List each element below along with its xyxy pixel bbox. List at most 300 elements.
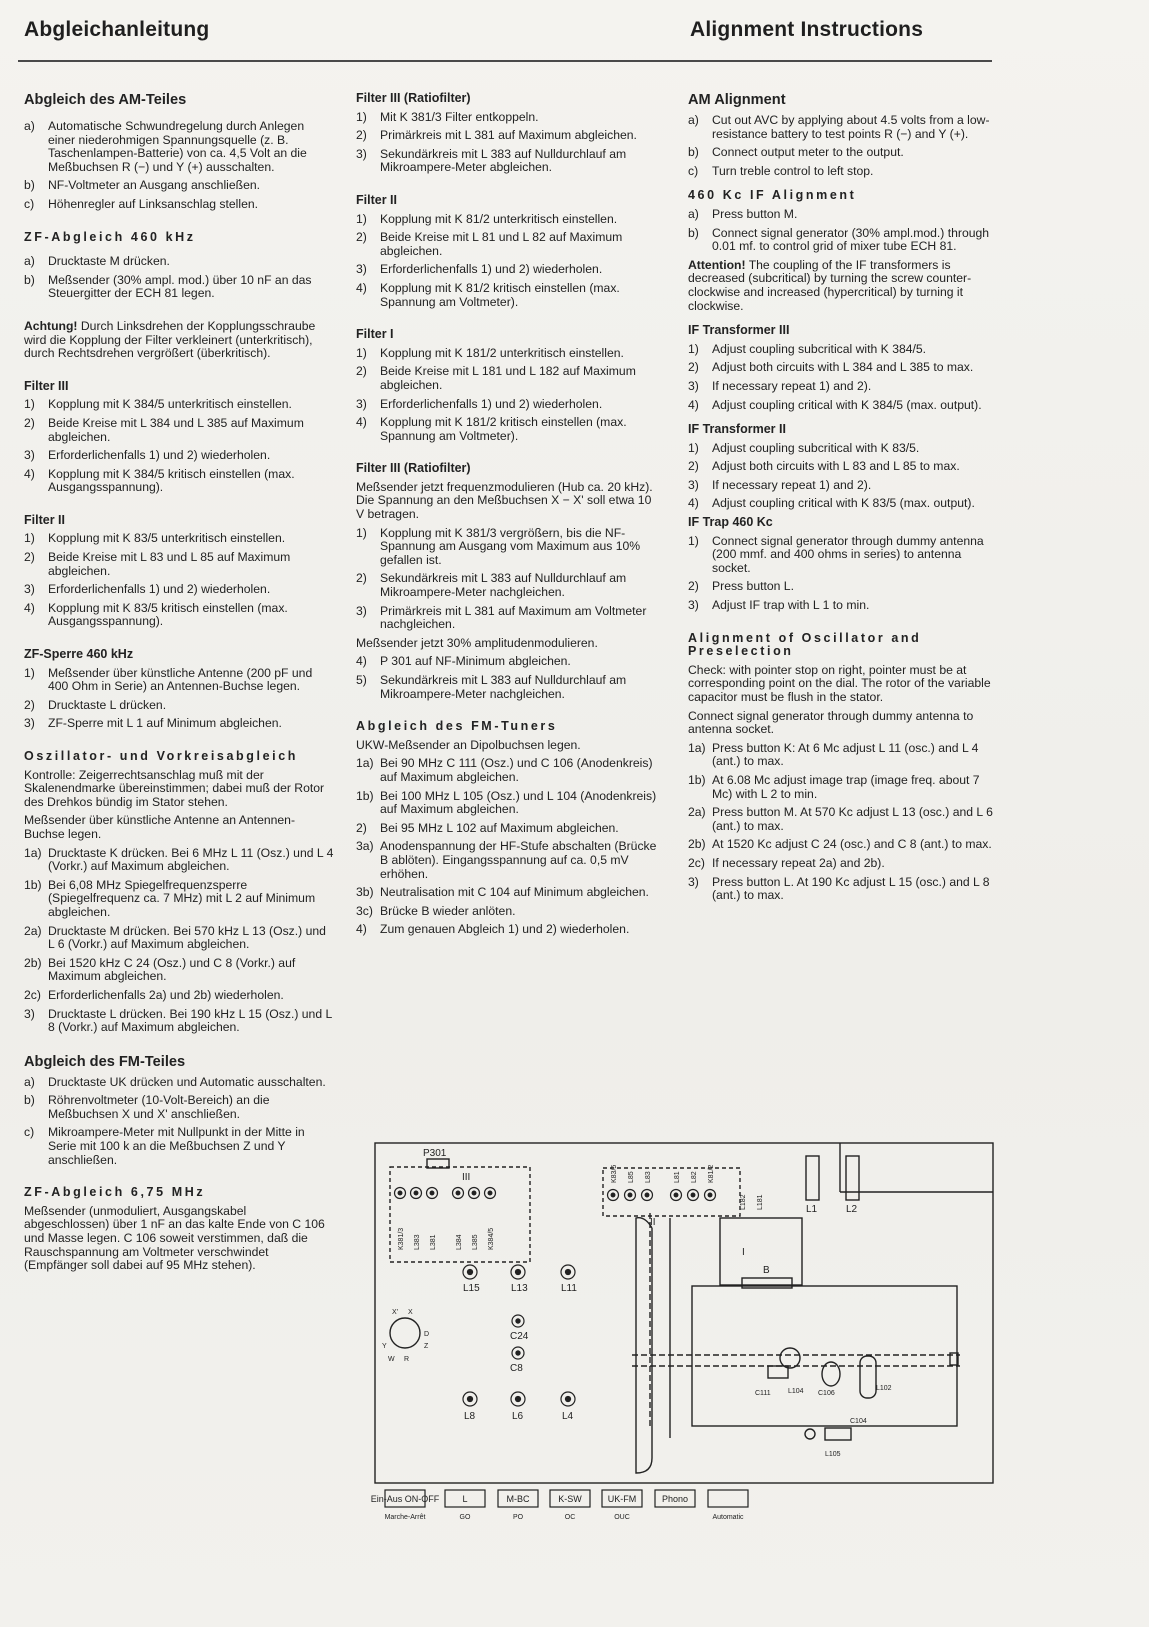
tuner-component-label: L102 (876, 1385, 892, 1392)
list-item (24, 602, 334, 629)
section-title-fm-tuner: Abgleich des FM-Tuners (356, 719, 558, 734)
list-item (24, 551, 334, 578)
page-title-english: Alignment Instructions (690, 18, 924, 41)
filter2-component-label: K81/2 (708, 1164, 715, 1183)
section-title-oscillator: Alignment of Oscillator and Preselection (688, 630, 922, 659)
filter1-component-label: L181 (757, 1194, 764, 1210)
item-label: 1) (688, 440, 699, 455)
list-item (688, 146, 996, 160)
item-text: Adjust coupling subcritical with K 384/5. (712, 341, 927, 356)
item-label: 2) (356, 128, 367, 143)
coil-label: L6 (512, 1411, 524, 1422)
item-text: Mikroampere-Meter mit Nullpunkt in der Mitte in Serie mit 100 k an die Meßbuchsen Z und Y anschließen. (48, 1125, 305, 1167)
tuner-labels (755, 1385, 892, 1458)
filter3-steps (24, 398, 334, 495)
zf460-steps (24, 255, 334, 301)
item-text: Erforderlichenfalls 1) und 2) wiederholen. (48, 582, 271, 597)
section-title-if-trap: IF Trap 460 Kc (688, 515, 773, 530)
list-item (688, 460, 996, 474)
list-item (24, 468, 334, 495)
item-label: 3) (24, 716, 35, 731)
socket-letter: Y (382, 1343, 387, 1350)
item-text: Erforderlichenfalls 1) und 2) wiederholen. (380, 396, 603, 411)
item-text: Bei 95 MHz L 102 auf Maximum abgleichen. (380, 820, 619, 835)
list-item (356, 572, 662, 599)
coil-adjuster (561, 1392, 575, 1406)
section-title-if-alignment: 460 Kc IF Alignment (688, 188, 857, 203)
item-label: 2b) (688, 837, 706, 852)
list-item (688, 361, 996, 375)
list-item (688, 114, 996, 141)
list-item (356, 347, 662, 361)
list-item (356, 527, 662, 568)
section-title-filter2-fm: Filter II (356, 192, 397, 207)
item-text: Beide Kreise mit L 384 und L 385 auf Maximum abgleichen. (48, 415, 304, 444)
section-title-if-transformer2: IF Transformer II (688, 422, 786, 437)
item-label: 1) (356, 109, 367, 124)
item-text: Kopplung mit K 384/5 kritisch einstellen (max. Ausgangsspannung). (48, 466, 295, 495)
item-text: Drucktaste UK drücken und Automatic ausschalten. (48, 1074, 326, 1089)
item-text: Primärkreis mit L 381 auf Maximum abgleichen. (380, 128, 637, 143)
list-item (356, 655, 662, 669)
item-text: Kopplung mit K 83/5 unterkritisch einstellen. (48, 531, 286, 546)
trap-l1-label: L1 (806, 1204, 818, 1215)
item-text: Anodenspannung der HF-Stufe abschalten (Brücke B ablöten). Eingangsspannung auf ca. 0,5 mV erhöhen. (380, 839, 657, 881)
pushbutton-label: UK-FM (607, 1494, 637, 1504)
filter1-labels (740, 1194, 764, 1210)
filter3-screw (485, 1188, 496, 1199)
pushbutton[interactable] (655, 1490, 695, 1507)
section-title-am: Abgleich des AM-Teiles (24, 92, 187, 108)
list-item (356, 822, 662, 836)
list-item (356, 757, 662, 784)
item-label: 2) (688, 459, 699, 474)
item-label: 1a) (356, 756, 374, 771)
item-label: 2b) (24, 955, 42, 970)
item-text: If necessary repeat 2a) and 2b). (712, 855, 885, 870)
item-label: 3) (356, 262, 367, 277)
filter2-screws (608, 1190, 716, 1201)
item-text: Press button K: At 6 Mc adjust L 11 (osc.) and L 4 (ant.) to max. (712, 740, 979, 769)
pushbutton-label: Ein-Aus ON-OFF (370, 1494, 440, 1504)
socket-letter: Z (424, 1343, 429, 1350)
list-item (356, 416, 662, 443)
item-label: 1) (688, 533, 699, 548)
filter3-component-label: K384/5 (488, 1227, 495, 1250)
pushbutton[interactable] (602, 1490, 642, 1521)
list-item (24, 198, 334, 212)
coil-adjuster (511, 1265, 525, 1279)
item-text: Kopplung mit K 384/5 unterkritisch einstellen. (48, 397, 292, 412)
section-title-fm: Abgleich des FM-Teiles (24, 1053, 186, 1070)
list-item (688, 165, 996, 179)
item-label: 1) (24, 397, 35, 412)
list-item (356, 231, 662, 258)
list-item (24, 699, 334, 713)
item-text: Connect signal generator (30% ampl.mod.) through 0.01 mf. to control grid of mixer tube ECH 81. (712, 225, 990, 254)
list-item (356, 129, 662, 143)
filter3-component-label: L381 (430, 1234, 437, 1250)
filter2-screw (705, 1190, 716, 1201)
trap-l2 (846, 1156, 859, 1200)
list-item (24, 398, 334, 412)
list-item (24, 879, 334, 920)
item-label: 1) (24, 531, 35, 546)
coil-label: L11 (561, 1283, 577, 1294)
fm-tuner-steps (356, 757, 662, 937)
trap-l2-label: L2 (846, 1204, 858, 1215)
list-item (688, 876, 996, 903)
test-socket (390, 1318, 420, 1348)
list-item (24, 274, 334, 301)
ratiofilter-am-note: Meßsender jetzt 30% amplitudenmodulieren. (356, 635, 598, 650)
fm-tuner-unit (692, 1286, 957, 1426)
coil-label: L15 (463, 1283, 480, 1294)
list-item (24, 847, 334, 874)
filter3-screw (395, 1188, 406, 1199)
socket-letter: R (404, 1356, 410, 1363)
if-transformer3-steps (688, 343, 996, 412)
item-text: ZF-Sperre mit L 1 auf Minimum abgleichen. (48, 716, 282, 731)
oscillator-steps (688, 742, 996, 903)
filter2-component-label: L83 (645, 1171, 652, 1183)
trap-l1 (806, 1156, 819, 1200)
item-label: 3) (688, 378, 699, 393)
am-steps (24, 120, 334, 212)
list-item (24, 1126, 334, 1167)
item-text: Automatische Schwundregelung durch Anlegen einer niederohmigen Spannungsquelle (z. B. Taschenlampen-Batterie) von ca. 4,5 Volt an die Meßbuchsen R (−) und Y (+) ausschalten. (48, 119, 307, 174)
list-item (688, 208, 996, 222)
item-text: Höhenregler auf Linksanschlag stellen. (48, 196, 259, 211)
item-label: 3) (356, 603, 367, 618)
item-text: Drucktaste L drücken. Bei 190 kHz L 15 (Osz.) und L 8 (Vorkr.) auf Maximum abgleichen. (48, 1006, 332, 1035)
list-item (356, 282, 662, 309)
item-label: a) (688, 113, 699, 127)
socket-letter: X (408, 1309, 413, 1316)
item-text: Adjust coupling subcritical with K 83/5. (712, 440, 920, 455)
item-label: 2a) (688, 805, 706, 820)
list-item (688, 380, 996, 394)
pushbutton-sublabel: Automatic (712, 1514, 744, 1521)
item-text: At 6.08 Mc adjust image trap (image freq. about 7 Mc) with L 2 to min. (712, 772, 980, 801)
socket-letter: X' (392, 1309, 399, 1316)
item-label: b) (24, 272, 35, 287)
item-label: 5) (356, 673, 367, 687)
filter3-screws (395, 1188, 496, 1199)
list-item (24, 179, 334, 193)
item-text: Kopplung mit K 81/2 kritisch einstellen (max. Spannung am Voltmeter). (380, 280, 620, 309)
pushbutton[interactable] (498, 1490, 538, 1521)
item-text: Kopplung mit K 81/2 unterkritisch einstellen. (380, 211, 618, 226)
tuner-component-label: L104 (788, 1388, 804, 1395)
item-text: Brücke B wieder anlöten. (380, 903, 516, 918)
list-item (688, 343, 996, 357)
coil-label: L13 (511, 1283, 528, 1294)
attention-note: Attention! The coupling of the IF transformers is decreased (subcritical) by turning the screw counter-clockwise and increased (hypercritical) by turning it clockwise. (688, 257, 972, 313)
list-item (688, 497, 996, 511)
item-label: b) (24, 178, 35, 193)
item-text: Drucktaste M drücken. (48, 254, 170, 269)
item-label: a) (24, 1074, 35, 1089)
filter2-component-label: L81 (674, 1171, 681, 1183)
item-label: c) (688, 163, 699, 178)
pushbutton-label: K-SW (558, 1494, 582, 1504)
pushbutton-label: L (462, 1494, 468, 1504)
list-item (356, 790, 662, 817)
list-item (356, 905, 662, 919)
item-label: 4) (356, 415, 367, 430)
list-item (356, 886, 662, 900)
trimmer-adjuster (512, 1315, 524, 1327)
section-title-ratiofilter-2: Filter III (Ratiofilter) (356, 461, 471, 476)
item-text: Neutralisation mit C 104 auf Minimum abgleichen. (380, 885, 649, 900)
chassis-diagram-svg (370, 1138, 1000, 1538)
column-german-1 (24, 92, 334, 1278)
item-label: 4) (356, 280, 367, 295)
list-item (688, 742, 996, 769)
item-label: 1) (24, 665, 35, 680)
pushbutton-sublabel: OC (564, 1514, 576, 1521)
item-text: Adjust both circuits with L 384 and L 385 to max. (712, 360, 974, 375)
list-item (356, 111, 662, 125)
achtung-note: Achtung! Durch Linksdrehen der Kopplungsschraube wird die Kopplung der Filter verkleinert (unterkritisch), durch Rechtsdrehen vergrößert (überkritisch). (24, 318, 316, 361)
list-item (356, 674, 662, 701)
pushbutton-sublabel: GO (459, 1514, 471, 1521)
item-text: Bei 90 MHz C 111 (Osz.) und C 106 (Anodenkreis) auf Maximum abgleichen. (380, 756, 653, 784)
oszillator-check: Kontrolle: Zeigerrechtsanschlag muß mit der Skalenendmarke übereinstimmen; dabei muß der Rotor des Drehkos bündig im Stator stehen. (24, 767, 325, 809)
item-label: 4) (688, 397, 699, 412)
pushbutton[interactable] (371, 1490, 440, 1521)
list-item (688, 535, 996, 576)
l104-coil (780, 1348, 800, 1368)
pushbutton[interactable] (708, 1490, 748, 1521)
pushbutton-sublabel: Marche-Arrêt (384, 1514, 426, 1521)
list-item (356, 365, 662, 392)
zf675-text: Meßsender (unmoduliert, Ausgangskabel abgeschlossen) über 1 nF an das kalte Ende von C 106 und Masse legen. C 106 soweit verstimmen, daß die Rauschspannung am Voltmeter verschwindet (Empfänger soll dabei auf 95 MHz stehen). (24, 1203, 325, 1273)
item-text: Beide Kreise mit L 83 und L 85 auf Maximum abgleichen. (48, 550, 291, 578)
list-item (24, 1076, 334, 1090)
list-item (24, 717, 334, 731)
filter2-label: II (650, 1217, 656, 1228)
filter2-component-label: L82 (691, 1171, 698, 1183)
item-text: Kopplung mit K 83/5 kritisch einstellen (max. Ausgangsspannung). (48, 600, 288, 629)
tuner-component-label: C111 (755, 1390, 771, 1397)
item-text: If necessary repeat 1) and 2). (712, 378, 872, 393)
list-item (24, 583, 334, 597)
ratiofilter-steps (356, 111, 662, 175)
filter3-component-label: K381/3 (398, 1227, 405, 1250)
item-label: 2c) (24, 987, 41, 1002)
p301-trimmer (427, 1159, 449, 1168)
item-label: 1a) (24, 845, 42, 860)
list-item (356, 398, 662, 412)
filter3-screw (453, 1188, 464, 1199)
item-label: 3) (24, 1006, 35, 1021)
filter3-component-label: L383 (414, 1234, 421, 1250)
column-german-2 (356, 92, 662, 942)
c111-trimmer (768, 1366, 788, 1378)
list-item (688, 442, 996, 456)
item-label: 2) (356, 230, 367, 245)
if-trap-steps (688, 535, 996, 613)
dial-drum (636, 1218, 652, 1473)
filter2-screw (642, 1190, 653, 1201)
item-text: Erforderlichenfalls 1) und 2) wiederholen. (380, 262, 603, 277)
item-label: 1b) (356, 788, 374, 803)
section-title-filter2: Filter II (24, 512, 65, 527)
item-text: Turn treble control to left stop. (712, 163, 874, 178)
list-item (356, 840, 662, 881)
section-title-zf460: ZF-Abgleich 460 kHz (24, 229, 196, 244)
item-label: 2a) (24, 923, 42, 938)
item-text: NF-Voltmeter an Ausgang anschließen. (48, 178, 261, 193)
pushbutton-label: M-BC (506, 1494, 530, 1504)
filter2-screw (608, 1190, 619, 1201)
item-label: 1a) (688, 740, 706, 755)
item-text: Sekundärkreis mit L 383 auf Nulldurchlauf am Mikroampere-Meter abgleichen. (380, 146, 627, 175)
coil-adjuster (463, 1392, 477, 1406)
item-label: b) (24, 1093, 35, 1108)
item-text: Erforderlichenfalls 2a) und 2b) wiederholen. (48, 987, 284, 1002)
item-label: 2c) (688, 855, 705, 870)
item-text: Kopplung mit K 181/2 kritisch einstellen (max. Spannung am Voltmeter). (380, 415, 627, 443)
column-english (688, 92, 996, 908)
filter2-fm-steps (356, 213, 662, 310)
filter2-screw (688, 1190, 699, 1201)
tuner-component-label: C104 (850, 1418, 867, 1425)
item-text: Connect output meter to the output. (712, 145, 904, 160)
list-item (688, 479, 996, 493)
trimmer-adjuster (512, 1347, 524, 1359)
item-label: 2) (688, 579, 699, 594)
item-label: 2) (24, 697, 35, 712)
item-text: Adjust coupling critical with K 384/5 (max. output). (712, 397, 982, 412)
am-alignment-steps (688, 114, 996, 178)
item-label: a) (24, 119, 35, 133)
pushbutton[interactable] (550, 1490, 590, 1521)
section-title-oszillator: Oszillator- und Vorkreisabgleich (24, 749, 298, 763)
item-label: 3) (688, 598, 699, 613)
item-text: Erforderlichenfalls 1) und 2) wiederholen. (48, 448, 271, 463)
list-item (356, 605, 662, 632)
coil-adjuster (463, 1265, 477, 1279)
item-label: 2) (356, 364, 367, 379)
list-item (24, 449, 334, 463)
filter3-labels (398, 1228, 495, 1250)
item-text: Sekundärkreis mit L 383 auf Nulldurchlauf am Mikroampere-Meter nachgleichen. (380, 571, 627, 600)
item-label: b) (688, 225, 699, 240)
item-label: 3a) (356, 839, 374, 854)
oscillator-connect: Connect signal generator through dummy antenna to antenna socket. (688, 708, 974, 737)
item-text: Mit K 381/3 Filter entkoppeln. (380, 109, 539, 124)
pushbutton[interactable] (445, 1490, 485, 1521)
filter1-steps (356, 347, 662, 444)
capacitor-label: C8 (510, 1363, 523, 1374)
header-rule (18, 60, 992, 62)
pushbutton-sublabel: PO (512, 1514, 524, 1521)
item-label: 1) (356, 345, 367, 360)
item-label: 3) (688, 874, 699, 889)
coil-adjuster (511, 1392, 525, 1406)
item-label: 1b) (24, 877, 42, 892)
item-label: 4) (356, 922, 367, 937)
socket-labels (382, 1309, 429, 1363)
filter3-screw (427, 1188, 438, 1199)
list-item (688, 774, 996, 801)
zf-sperre-steps (24, 667, 334, 731)
capacitor-label: C24 (510, 1331, 529, 1342)
list-item (356, 263, 662, 277)
filter1-label: I (742, 1247, 745, 1258)
list-item (688, 806, 996, 833)
item-text: Sekundärkreis mit L 383 auf Nulldurchlauf am Mikroampere-Meter nachgleichen. (380, 673, 627, 701)
filter3-component-label: L384 (456, 1234, 463, 1250)
item-label: 4) (356, 654, 367, 669)
ratiofilter-steps-a (356, 527, 662, 632)
list-item (688, 580, 996, 594)
item-label: 4) (24, 466, 35, 481)
list-item (688, 227, 996, 254)
list-item (24, 957, 334, 984)
filter3-screw (411, 1188, 422, 1199)
l102-coil (860, 1356, 876, 1398)
item-text: Kopplung mit K 381/3 vergrößern, bis die NF-Spannung am Ausgang vom Maximum aus 10% gefallen ist. (380, 525, 641, 567)
chassis-diagram (370, 1138, 1000, 1538)
section-title-am-alignment: AM Alignment (688, 92, 786, 108)
section-title-filter3: Filter III (24, 378, 69, 393)
item-text: Press button L. (712, 579, 794, 594)
item-label: 2) (24, 550, 35, 565)
item-text: Beide Kreise mit L 81 und L 82 auf Maximum abgleichen. (380, 230, 623, 258)
item-text: Primärkreis mit L 381 auf Maximum am Voltmeter nachgleichen. (380, 603, 647, 632)
coil-label: L8 (464, 1411, 476, 1422)
item-label: 3) (24, 448, 35, 463)
oszillator-steps (24, 847, 334, 1035)
item-text: Zum genauen Abgleich 1) und 2) wiederholen. (380, 922, 630, 937)
item-label: 1b) (688, 772, 706, 787)
socket-letter: D (424, 1331, 430, 1338)
tuner-component-label: L105 (825, 1451, 841, 1458)
filter2-component-label: K83/5 (611, 1164, 618, 1183)
item-label: 4) (688, 496, 699, 511)
list-item (24, 1008, 334, 1035)
item-text: Bei 1520 kHz C 24 (Osz.) und C 8 (Vorkr.) auf Maximum abgleichen. (48, 955, 296, 984)
list-item (24, 1094, 334, 1121)
oscillator-check: Check: with pointer stop on right, pointer must be at corresponding point on the dial. The rotor of the variable capacitor must be flush in the stator. (688, 662, 991, 704)
section-title-zf-sperre: ZF-Sperre 460 kHz (24, 647, 134, 662)
filter1-block (720, 1218, 802, 1285)
fm-steps (24, 1076, 334, 1168)
p301-label: P301 (423, 1148, 447, 1159)
list-item (356, 213, 662, 227)
socket-letter: W (388, 1356, 395, 1363)
coil-adjuster (561, 1265, 575, 1279)
item-label: 3) (24, 582, 35, 597)
item-text: Meßsender (30% ampl. mod.) über 10 nF an das Steuergitter der ECH 81 legen. (48, 272, 312, 301)
item-text: Kopplung mit K 181/2 unterkritisch einstellen. (380, 345, 624, 360)
list-item (24, 925, 334, 952)
list-item (356, 923, 662, 937)
item-label: b) (688, 145, 699, 160)
item-text: Press button M. (712, 206, 798, 221)
item-text: Cut out AVC by applying about 4.5 volts from a low-resistance battery to test points R (−) and Y (+). (712, 113, 990, 141)
filter2-steps (24, 532, 334, 629)
filter3-label: III (462, 1172, 471, 1183)
tuner-component-label: C106 (818, 1390, 835, 1397)
list-item (24, 255, 334, 269)
item-label: 3) (688, 477, 699, 492)
filter2-component-label: L85 (628, 1171, 635, 1183)
